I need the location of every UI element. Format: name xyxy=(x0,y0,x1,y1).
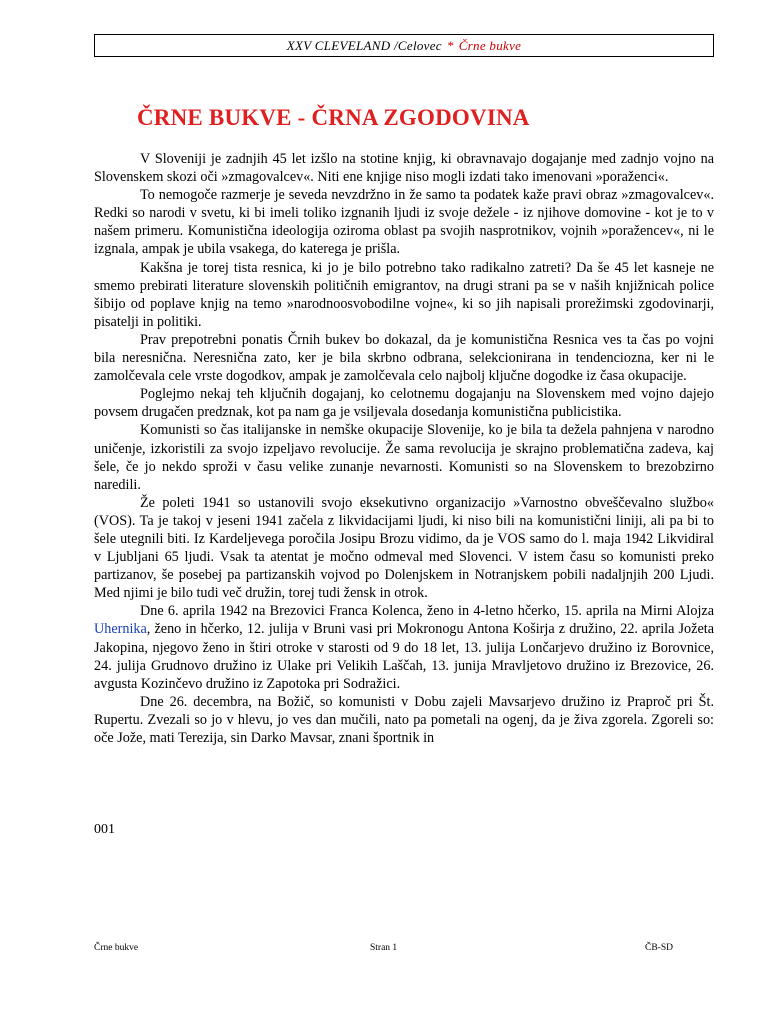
paragraph: V Sloveniji je zadnjih 45 let izšlo na stotine knjig, ki obravnavajo dogajanje med zadnjo vojno na Slovenskem skozi oči »zmagovalcev«. Niti ene knjige niso mogli izdati tako imenovani »poraženci«. xyxy=(94,151,714,186)
header-left-text: XXV CLEVELAND /Celovec xyxy=(286,38,442,53)
paragraph-text: , ženo in hčerko, 12. julija v Bruni vasi pri Mokronogu Antona Koširja z družino, 22. aprila Jožeta Jakopina, njegovo ženo in štiri otroke v starosti od 9 do 18 let, 13. julija Lončarjevo družino iz Borovnice, 24. julija Grudnovo družino iz Ulake pri Velikih Laščah, 13. junija Mravljetovo družino iz Brezovice, 26. avgusta Kozinčevo družino iz Zapotoka pri Sodražici. xyxy=(94,621,714,692)
paragraph: Poglejmo nekaj teh ključnih dogajanj, ko celotnemu dogajanju na Slovenskem med vojno dajejo povsem drugačen predznak, kot pa nam ga je vsiljevala dosedanja komunistična publicistika. xyxy=(94,386,714,421)
header-separator: * xyxy=(446,38,454,53)
running-header xyxy=(94,34,714,57)
header-right-text: Črne bukve xyxy=(458,38,522,53)
paragraph-text: Dne 6. aprila 1942 na Brezovici Franca Kolenca, ženo in 4-letno hčerko, 15. aprila na Mirni Alojza xyxy=(140,603,714,620)
body-text xyxy=(94,150,714,747)
paragraph: Kakšna je torej tista resnica, ki jo je bilo potrebno tako radikalno zatreti? Da še 45 let kasneje ne smemo prebirati literature slovenskih političnih emigrantov, na drugi strani pa se v naših knjižnicah police šibijo od poplave knjig na temo »narodnoosvobodilne vojne«, ki so jih napisali prorežimski zgodovinarji, pisatelji in politiki. xyxy=(94,259,714,330)
document-title: ČRNE BUKVE - ČRNA ZGODOVINA xyxy=(137,105,530,130)
paragraph: Že poleti 1941 so ustanovili svojo eksekutivno organizacijo »Varnostno obveščevalno službo« (VOS). Ta je takoj v jeseni 1941 začela z likvidacijami ljudi, ki niso bili na komunistični liniji, ali pa bi to šele utegnili biti. Iz Kardeljevega poročila Josipu Brozu vidimo, da je VOS samo do l. maja 1942 Likvidiral v Ljubljani 65 ljudi. Vsak ta atentat je močno odmeval med Slovenci. V istem času so komunisti preko partizanov, še posebej pa partizanskih vojvod po Dolenjskem in Notranjskem pobili nadaljnjih 200 Ljudi. Med njimi je bilo tudi več družin, torej tudi žensk in otrok. xyxy=(94,494,714,602)
paragraph xyxy=(94,602,714,692)
paragraph: Prav prepotrebni ponatis Črnih bukev bo dokazal, da je komunistična Resnica ves ta čas po vojni bila neresnična. Neresnična zato, ker je bila skrbno odbrana, selekcionirana in tendenciozna, ker ni le zamolčevala cele vrste dogodkov, ampak je zamolčevala celo najbolj ključne dogodke iz časa okupacije. xyxy=(94,331,714,385)
paragraph: Komunisti so čas italijanske in nemške okupacije Slovenije, ko je bila ta dežela pahnjena v narodno uničenje, izkoristili za svojo izpeljavo revolucije. Že sama revolucija je skrajno problematična zadeva, kaj šele, če jo nekdo sproži v času velike zunanje nevarnosti. Komunisti so na Slovenskem to brezobzirno naredili. xyxy=(94,422,714,493)
footer-page-number: Stran 1 xyxy=(370,943,398,953)
paragraph: To nemogoče razmerje je seveda nevzdržno in že samo ta podatek kaže pravi obraz »zmagovalcev«. Redki so narodi v svetu, ki bi imeli toliko izgnanih ljudi iz svoje dežele - iz njihove domovine - kot je to v našem primeru. Komunistična ideologija oziroma oblast pa svojih nasprotnikov, vojnih »poražencev«, ni le izgnala, ampak je ubila vsakega, do katerega je prišla. xyxy=(94,187,714,258)
page-code: 001 xyxy=(94,822,115,837)
footer-right: ČB-SD xyxy=(645,943,673,953)
footer-left: Črne bukve xyxy=(94,943,139,953)
paragraph: Dne 26. decembra, na Božič, so komunisti v Dobu zajeli Mavsarjevo družino iz Praproč pri Št. Rupertu. Zvezali so jo v hlevu, jo ves dan mučili, nato pa pometali na ogenj, da je živa zgorela. Zgoreli so: oče Jože, mati Terezija, sin Darko Mavsar, znani športnik in xyxy=(94,693,714,746)
name-link[interactable]: Uhernika xyxy=(94,621,147,638)
